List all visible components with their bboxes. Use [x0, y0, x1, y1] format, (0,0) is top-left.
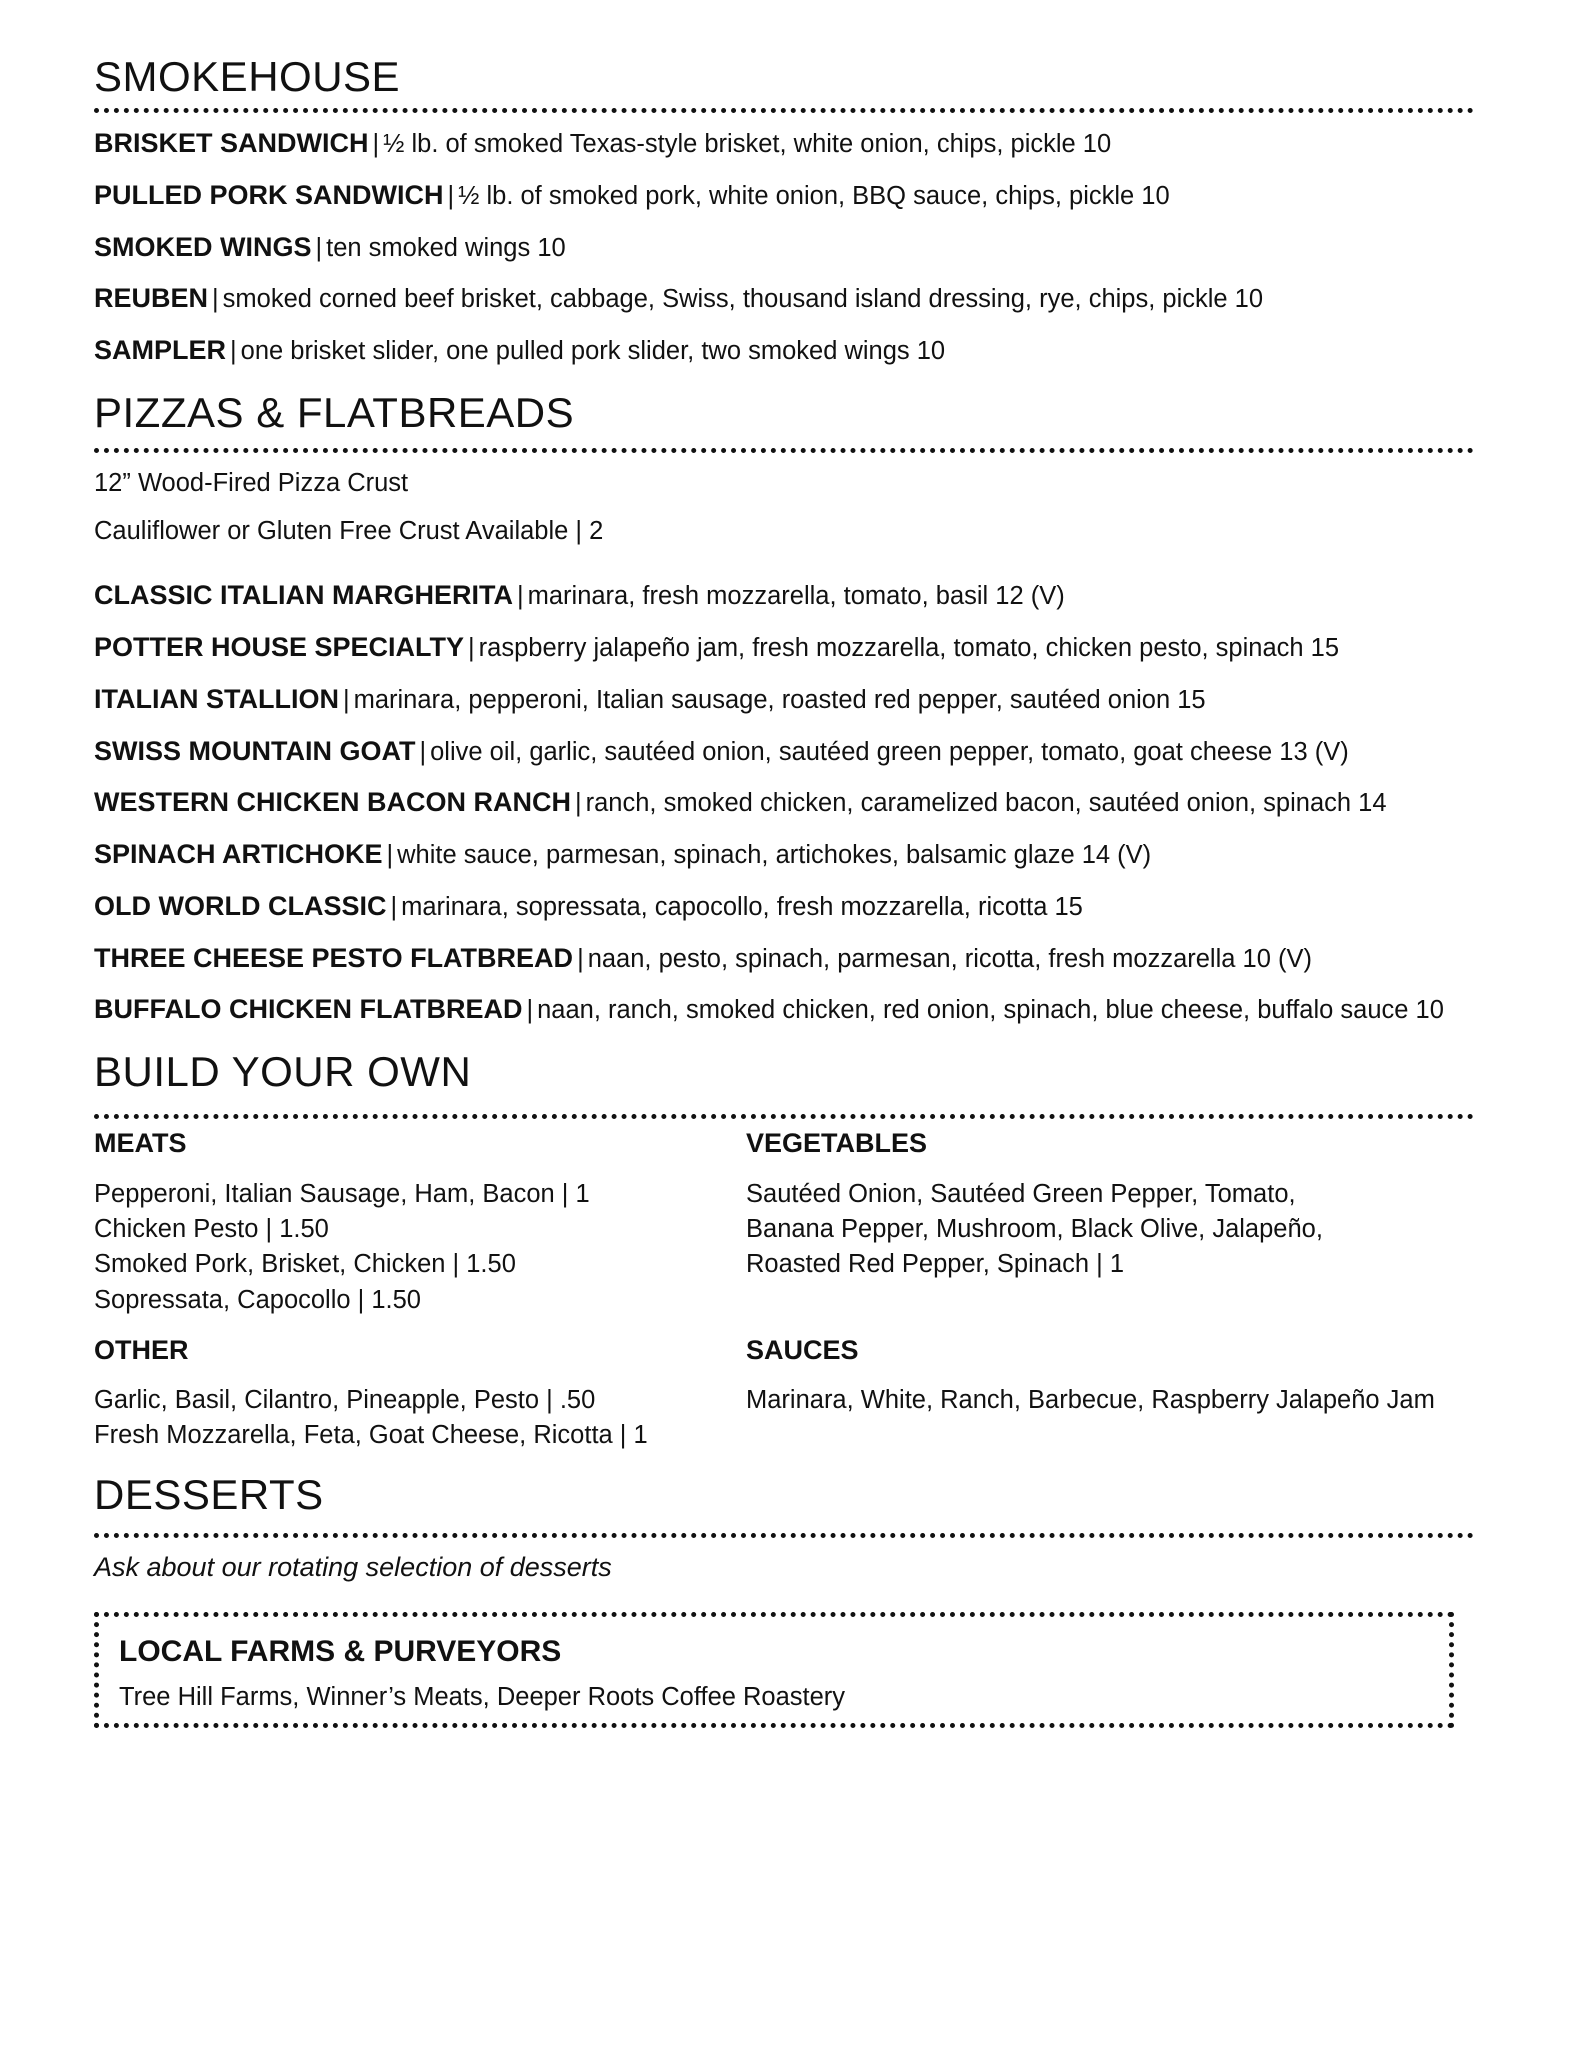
- item-name: SWISS MOUNTAIN GOAT: [94, 736, 416, 766]
- section-title-build-your-own: BUILD YOUR OWN: [94, 1048, 472, 1095]
- menu-item: PULLED PORK SANDWICH | ½ lb. of smoked pork, white onion, BBQ sauce, chips, pickle 10: [94, 180, 1170, 210]
- item-name: OLD WORLD CLASSIC: [94, 891, 387, 921]
- vegetables-line: Banana Pepper, Mushroom, Black Olive, Jalapeño,: [746, 1215, 1323, 1243]
- item-name: CLASSIC ITALIAN MARGHERITA: [94, 580, 513, 610]
- menu-item: BRISKET SANDWICH | ½ lb. of smoked Texas-style brisket, white onion, chips, pickle 10: [94, 128, 1112, 158]
- item-name: SMOKED WINGS: [94, 232, 312, 262]
- sauces-line: Marinara, White, Ranch, Barbecue, Raspberry Jalapeño Jam: [746, 1386, 1435, 1414]
- other-line: Fresh Mozzarella, Feta, Goat Cheese, Ricotta | 1: [94, 1421, 648, 1449]
- vegetables-line: Sautéed Onion, Sautéed Green Pepper, Tomato,: [746, 1180, 1296, 1208]
- item-description: one brisket slider, one pulled pork slider, two smoked wings 10: [240, 337, 946, 365]
- crust-note: 12” Wood-Fired Pizza Crust: [94, 469, 409, 497]
- other-heading: OTHER: [94, 1335, 189, 1365]
- item-description: ten smoked wings 10: [326, 234, 566, 262]
- meats-line: Smoked Pork, Brisket, Chicken | 1.50: [94, 1250, 516, 1278]
- item-name: REUBEN: [94, 283, 209, 313]
- menu-item: BUFFALO CHICKEN FLATBREAD | naan, ranch, smoked chicken, red onion, spinach, blue cheese, buffalo sauce 10: [94, 994, 1444, 1024]
- menu-item: WESTERN CHICKEN BACON RANCH | ranch, smoked chicken, caramelized bacon, sautéed onion, spinach 14: [94, 787, 1387, 817]
- meats-heading: MEATS: [94, 1128, 187, 1158]
- section-title-smokehouse: SMOKEHOUSE: [94, 53, 401, 100]
- vegetables-line: Roasted Red Pepper, Spinach | 1: [746, 1250, 1125, 1278]
- meats-line: Pepperoni, Italian Sausage, Ham, Bacon | 1: [94, 1180, 590, 1208]
- menu-item: OLD WORLD CLASSIC | marinara, sopressata, capocollo, fresh mozzarella, ricotta 15: [94, 891, 1083, 921]
- item-description: smoked corned beef brisket, cabbage, Swiss, thousand island dressing, rye, chips, pickle 10: [222, 285, 1264, 313]
- section-divider: [94, 108, 1474, 113]
- item-description: marinara, pepperoni, Italian sausage, roasted red pepper, sautéed onion 15: [353, 686, 1206, 714]
- menu-item: SAMPLER | one brisket slider, one pulled pork slider, two smoked wings 10: [94, 335, 946, 365]
- item-name: BUFFALO CHICKEN FLATBREAD: [94, 994, 523, 1024]
- item-description: olive oil, garlic, sautéed onion, sautéed green pepper, tomato, goat cheese 13 (V): [430, 738, 1349, 766]
- menu-item: ITALIAN STALLION | marinara, pepperoni, Italian sausage, roasted red pepper, sautéed onion 15: [94, 684, 1206, 714]
- item-name: PULLED PORK SANDWICH: [94, 180, 444, 210]
- item-name: ITALIAN STALLION: [94, 684, 339, 714]
- other-line: Garlic, Basil, Cilantro, Pineapple, Pesto | .50: [94, 1386, 596, 1414]
- section-title-pizzas: PIZZAS & FLATBREADS: [94, 389, 575, 436]
- section-divider: [94, 1533, 1474, 1538]
- menu-item: REUBEN | smoked corned beef brisket, cabbage, Swiss, thousand island dressing, rye, chips, pickle 10: [94, 283, 1264, 313]
- menu-item: SMOKED WINGS | ten smoked wings 10: [94, 232, 566, 262]
- item-description: raspberry jalapeño jam, fresh mozzarella, tomato, chicken pesto, spinach 15: [478, 634, 1340, 662]
- item-description: marinara, fresh mozzarella, tomato, basil 12 (V): [527, 582, 1065, 610]
- item-description: marinara, sopressata, capocollo, fresh mozzarella, ricotta 15: [401, 893, 1083, 921]
- item-name: WESTERN CHICKEN BACON RANCH: [94, 787, 571, 817]
- item-description: naan, ranch, smoked chicken, red onion, spinach, blue cheese, buffalo sauce 10: [537, 996, 1444, 1024]
- item-name: BRISKET SANDWICH: [94, 128, 369, 158]
- menu-item: THREE CHEESE PESTO FLATBREAD | naan, pesto, spinach, parmesan, ricotta, fresh mozzarella 10 (V): [94, 943, 1312, 973]
- item-description: naan, pesto, spinach, parmesan, ricotta, fresh mozzarella 10 (V): [587, 945, 1312, 973]
- item-name: SPINACH ARTICHOKE: [94, 839, 383, 869]
- section-title-desserts: DESSERTS: [94, 1471, 324, 1518]
- section-divider: [94, 1114, 1474, 1119]
- meats-line: Sopressata, Capocollo | 1.50: [94, 1286, 421, 1314]
- item-description: ½ lb. of smoked pork, white onion, BBQ sauce, chips, pickle 10: [458, 182, 1170, 210]
- item-description: ranch, smoked chicken, caramelized bacon, sautéed onion, spinach 14: [585, 789, 1387, 817]
- menu-item: SWISS MOUNTAIN GOAT | olive oil, garlic, sautéed onion, sautéed green pepper, tomato, goat cheese 13 (V): [94, 736, 1349, 766]
- menu-item: SPINACH ARTICHOKE | white sauce, parmesan, spinach, artichokes, balsamic glaze 14 (V): [94, 839, 1152, 869]
- meats-line: Chicken Pesto | 1.50: [94, 1215, 329, 1243]
- item-name: SAMPLER: [94, 335, 227, 365]
- menu-item: CLASSIC ITALIAN MARGHERITA | marinara, fresh mozzarella, tomato, basil 12 (V): [94, 580, 1065, 610]
- gluten-free-note: Cauliflower or Gluten Free Crust Available | 2: [94, 517, 604, 545]
- vegetables-heading: VEGETABLES: [746, 1128, 928, 1158]
- desserts-note: Ask about our rotating selection of desserts: [94, 1552, 612, 1582]
- item-description: white sauce, parmesan, spinach, artichokes, balsamic glaze 14 (V): [397, 841, 1152, 869]
- local-farms-title: LOCAL FARMS & PURVEYORS: [119, 1635, 562, 1668]
- sauces-heading: SAUCES: [746, 1335, 859, 1365]
- item-description: ½ lb. of smoked Texas-style brisket, white onion, chips, pickle 10: [383, 130, 1112, 158]
- local-farms-box: [94, 1612, 1454, 1728]
- section-divider: [94, 448, 1474, 453]
- item-name: THREE CHEESE PESTO FLATBREAD: [94, 943, 574, 973]
- item-name: POTTER HOUSE SPECIALTY: [94, 632, 465, 662]
- menu-item: POTTER HOUSE SPECIALTY | raspberry jalapeño jam, fresh mozzarella, tomato, chicken pesto, spinach 15: [94, 632, 1340, 662]
- local-farms-list: Tree Hill Farms, Winner’s Meats, Deeper Roots Coffee Roastery: [119, 1683, 846, 1711]
